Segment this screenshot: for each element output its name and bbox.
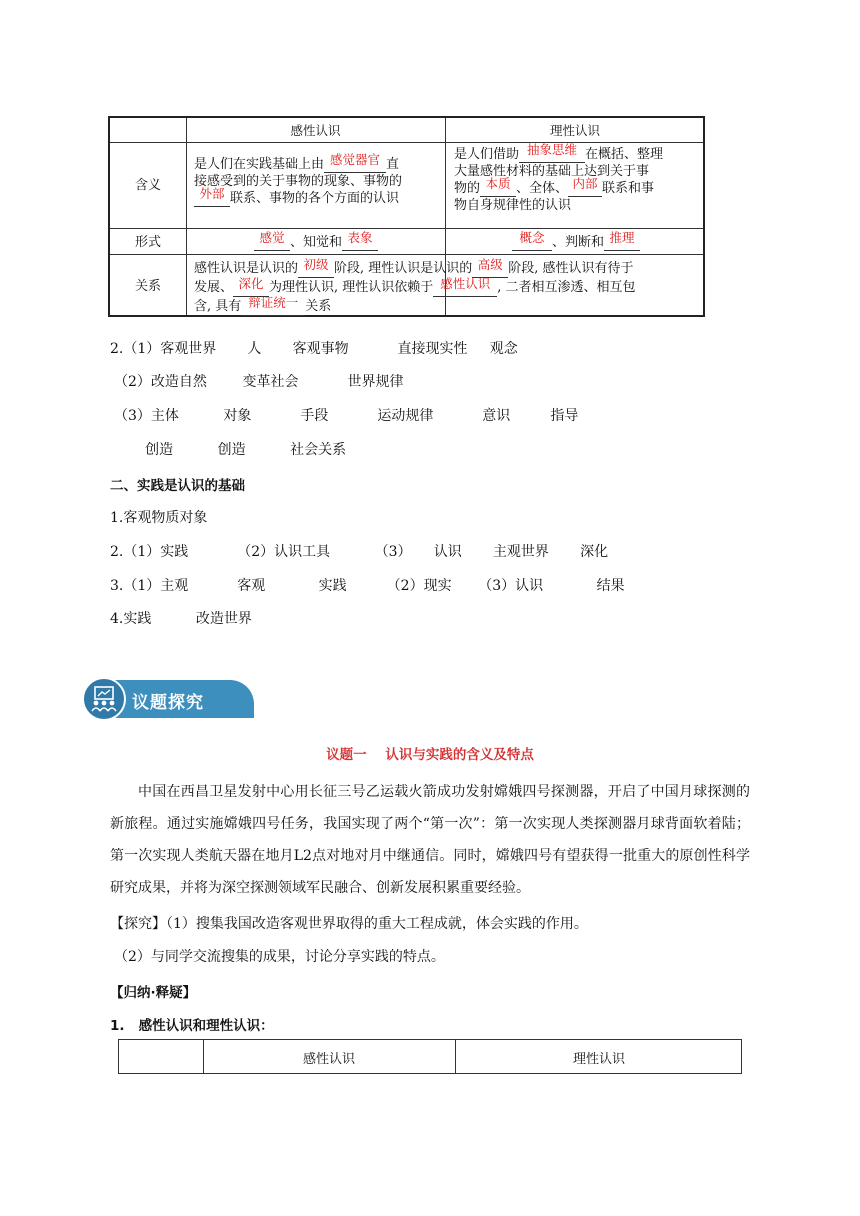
- answer-advanced: 高级: [477, 257, 503, 272]
- explore-line-2: （2）与同学交流搜集的成果，讨论分享实践的特点。: [114, 949, 445, 965]
- answer-line-2: 2.（1）客观世界 人 客观事物 直接现实性 观念: [110, 341, 518, 357]
- banner-title: 议题探究: [132, 693, 204, 713]
- answer-deepen: 深化: [238, 276, 264, 291]
- answer-sensation: 感觉: [259, 230, 285, 245]
- answer-sense-organs: 感觉器官: [330, 152, 381, 167]
- concept-table: [108, 116, 705, 317]
- answer-external: 外部: [199, 186, 225, 201]
- answer-representation: 表象: [347, 230, 373, 245]
- row-label-relation: 关系: [134, 279, 161, 294]
- answer-perceptual-knowledge: 感性认识: [440, 276, 491, 291]
- row-label-meaning: 含义: [134, 178, 161, 193]
- meaning-perceptual: 是人们在实践基础上由 感觉器官 直 接感受到的关于事物的现象、事物的 外部 联系、事物的各个方面的认识: [194, 152, 403, 206]
- answer-line-2-3b: 创造 创造 社会关系: [114, 442, 347, 458]
- header-rational: 理性认识: [549, 123, 600, 138]
- answer-reasoning: 推理: [609, 230, 635, 245]
- section-heading-practice: 二、实践是认识的基础: [110, 478, 245, 494]
- explore-line-1: 【探究】（1）搜集我国改造客观世界取得的重大工程成就，体会实践的作用。: [110, 916, 588, 932]
- summary-title: 【归纳·释疑】: [110, 985, 197, 1001]
- topic-banner: [82, 677, 254, 721]
- form-perceptual: 感觉 、知觉和 表象: [254, 234, 378, 251]
- answer-dialectical-unity: 辩证统一: [248, 295, 299, 310]
- answer-abstract-thinking: 抽象思维: [527, 142, 578, 157]
- row-label-form: 形式: [134, 235, 161, 250]
- answer-internal: 内部: [572, 176, 598, 191]
- people-presentation-icon: [82, 677, 126, 721]
- section1-title: 1. 感性认识和理性认识：: [110, 1018, 274, 1034]
- answer-essence: 本质: [485, 176, 511, 191]
- answer-line-p4: 4.实践 改造世界: [110, 611, 252, 627]
- answer-line-p1: 1.客观物质对象: [110, 510, 208, 526]
- answer-primary: 初级: [303, 257, 329, 272]
- meaning-rational: 是人们借助 抽象思维 在概括、整理 大量感性材料的基础上达到关于事 物的 本质 、全体、 内部 联系和事 物自身规律性的认识: [454, 142, 664, 213]
- answer-line-p3: 3.（1）主观 客观 实践 （2）现实 （3）认识 结果: [110, 578, 625, 594]
- answer-concept: 概念: [519, 230, 545, 245]
- t2-header-rational: 理性认识: [572, 1052, 625, 1067]
- header-perceptual: 感性认识: [290, 123, 341, 138]
- answer-line-2-3: （3）主体 对象 手段 运动规律 意识 指导: [114, 408, 579, 424]
- relation-text: 感性认识是认识的 初级 阶段, 理性认识是认识的 高级 阶段, 感性认识有待于 发展、 深化 为理性认识, 理性认识依赖于 感性认识 , 二者相互渗透、相互包 含, 具有 辩证统一 关系: [194, 257, 636, 314]
- answer-line-2-2: （2）改造自然 变革社会 世界规律: [114, 374, 404, 390]
- intro-paragraph: 中国在西昌卫星发射中心用长征三号乙运载火箭成功发射嫦娥四号探测器，开启了中国月球探测的新旅程。通过实施嫦娥四号任务，我国实现了两个“第一次”：第一次实现人类探测器月球背面软着陆；第一次实现人类航天器在地月L2点对地对月中继通信。同时，嫦娥四号有望获得一批重大的原创性科学研究成果，并将为深空探测领域军民融合、创新发展积累重要经验。: [110, 784, 750, 896]
- answer-line-p2: 2.（1）实践 （2）认识工具 （3） 认识 主观世界 深化: [110, 544, 609, 560]
- topic-title: 议题一 认识与实践的含义及特点: [326, 747, 534, 763]
- comparison-table-header: [118, 1039, 742, 1074]
- t2-header-perceptual: 感性认识: [302, 1052, 355, 1067]
- form-rational: 概念 、判断和 推理: [512, 234, 640, 251]
